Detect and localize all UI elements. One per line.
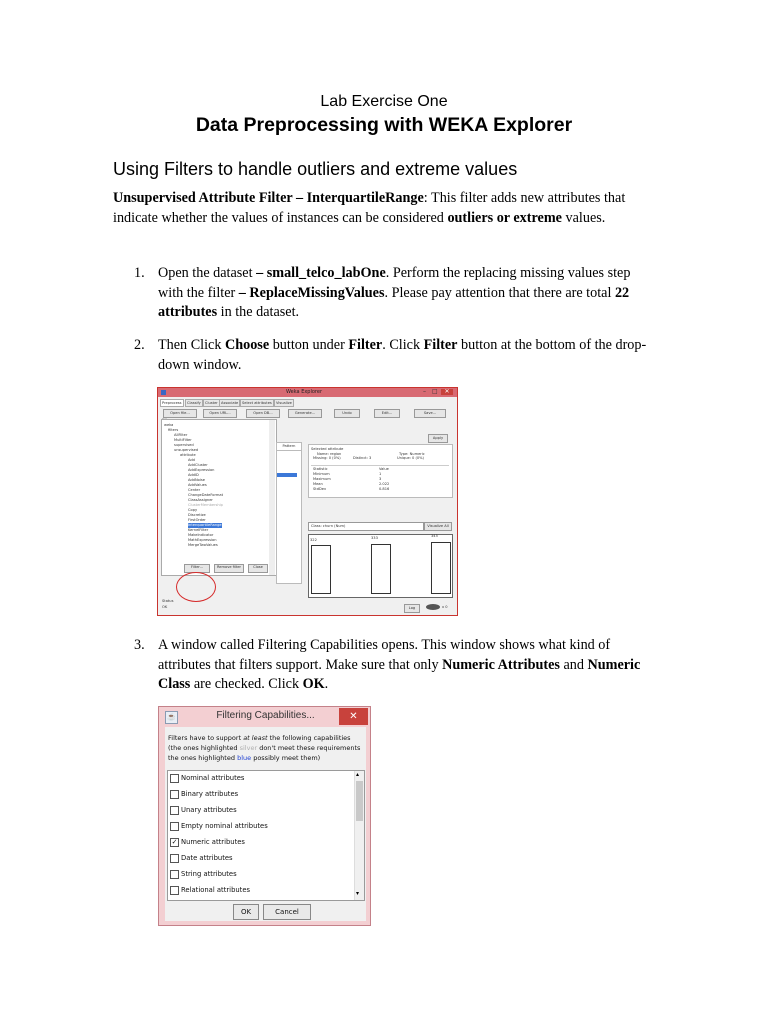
tree-node-multifilter[interactable]: MultiFilter [174, 438, 192, 442]
remove-filter-button[interactable]: Remove filter [214, 564, 244, 573]
weka-bird-icon [426, 604, 440, 610]
java-app-icon: ☕ [165, 711, 178, 724]
tree-leaf[interactable]: AddNoise [188, 478, 205, 482]
tree-leaf[interactable]: AddExpression [188, 468, 215, 472]
checkbox[interactable] [170, 886, 179, 895]
tree-leaf[interactable]: AddValues [188, 483, 207, 487]
list-scrollbar[interactable] [354, 771, 364, 900]
tree-leaf[interactable]: Center [188, 488, 201, 492]
close-button[interactable]: Close [248, 564, 268, 573]
visualize-all-button[interactable]: Visualize All [424, 522, 452, 531]
hist-label: 322 [310, 538, 317, 542]
stat-value: 3 [379, 477, 382, 481]
tree-scrollbar[interactable] [269, 420, 275, 575]
lab-subtitle: Lab Exercise One [320, 93, 448, 110]
tree-leaf[interactable]: ClassAssigner [188, 498, 213, 502]
scroll-up-icon[interactable]: ▴ [356, 772, 360, 778]
tab-cluster[interactable]: Cluster [205, 401, 218, 405]
tab-select-attributes[interactable]: Select attributes [242, 401, 272, 405]
task-count: x 0 [442, 605, 448, 609]
attr-unique: Unique: 0 (0%) [397, 456, 424, 460]
page-title: Data Preprocessing with WEKA Explorer [195, 114, 573, 136]
stats-table [311, 465, 449, 491]
stat-name: Maximum [313, 477, 331, 481]
checkbox[interactable] [170, 822, 179, 831]
tree-leaf[interactable]: MergeTwoValues [188, 543, 218, 547]
tree-leaf[interactable]: MakeIndicator [188, 533, 214, 537]
stat-value: 2.022 [379, 482, 390, 486]
undo-button[interactable]: Undo [334, 409, 360, 418]
stat-name: StdDev [313, 487, 327, 491]
tab-classify[interactable]: Classify [187, 401, 201, 405]
ok-button[interactable]: OK [233, 904, 259, 920]
tree-leaf[interactable]: FirstOrder [188, 518, 206, 522]
weka-window-title: Weka Explorer [286, 389, 323, 395]
tree-node-weka[interactable]: weka [164, 423, 174, 427]
checkbox[interactable] [170, 806, 179, 815]
tree-leaf-selected[interactable]: InterquartileRange [188, 523, 222, 527]
tree-node-filters[interactable]: filters [168, 428, 179, 432]
dialog-body [165, 727, 366, 921]
maximize-icon[interactable]: □ [432, 388, 438, 395]
attr-missing: Missing: 0 (0%) [313, 456, 341, 460]
selected-attribute-heading: Selected attribute [311, 447, 344, 451]
hist-label: 333 [371, 536, 378, 540]
attr-distinct: Distinct: 3 [353, 456, 372, 460]
open-url-button[interactable]: Open URL... [203, 409, 237, 418]
scroll-down-icon[interactable]: ▾ [356, 891, 360, 897]
checkbox[interactable] [170, 854, 179, 863]
tab-associate[interactable]: Associate [221, 401, 239, 405]
histogram-bar [431, 542, 451, 594]
stat-value: 1 [379, 472, 382, 476]
tree-node-allfilter[interactable]: AllFilter [174, 433, 188, 437]
step-3-text: A window called Filtering Capabilities opens. This window shows what kind of attributes that filters support. Make sure that only Numeric Attributes and Numeric Class are checked. Click OK. [158, 637, 641, 692]
step-3-number: 3. [134, 637, 145, 653]
step-2-number: 2. [134, 337, 145, 353]
open-file-button[interactable]: Open file... [163, 409, 197, 418]
attr-type: Type: Numeric [399, 452, 425, 456]
attributes-list[interactable] [276, 442, 302, 584]
tree-node-supervised[interactable]: supervised [174, 443, 194, 447]
save-button[interactable]: Save... [414, 409, 446, 418]
tree-node-attribute[interactable]: attribute [180, 453, 196, 457]
tree-node-unsupervised[interactable]: unsupervised [174, 448, 199, 452]
histogram-bar [371, 544, 391, 594]
dialog-description: Filters have to support at least the following capabilities (the ones highlighted silver don't meet these requirements the ones highlighted blue possibly meet them) [168, 734, 361, 762]
intro-filter-name: Unsupervised Attribute Filter – InterquartileRange [113, 190, 424, 206]
stat-value: 0.816 [379, 487, 390, 491]
edit-button[interactable]: Edit... [374, 409, 400, 418]
tree-leaf[interactable]: AddID [188, 473, 199, 477]
stats-head-value: Value [379, 467, 389, 471]
histogram-bar [311, 545, 331, 594]
filtering-capabilities-dialog [158, 706, 371, 926]
tree-leaf[interactable]: KernelFilter [188, 528, 209, 532]
tree-leaf[interactable]: AddCluster [188, 463, 208, 467]
step-2-text: Then Click Choose button under Filter. Click Filter button at the bottom of the drop-down window. [158, 337, 647, 373]
generate-button[interactable]: Generate... [288, 409, 322, 418]
filter-dots-button[interactable]: Filter... [184, 564, 210, 573]
section-title: Using Filters to handle outliers and extreme values [113, 159, 518, 179]
tree-leaf[interactable]: ChangeDateFormat [188, 493, 224, 497]
log-button[interactable]: Log [404, 604, 420, 613]
close-icon[interactable]: ✕ [441, 389, 453, 395]
step-1-text: Open the dataset – small_telco_labOne. Perform the replacing missing values step with the filter – ReplaceMissingValues. Please pay attention that there are total 22 attributes in the dataset. [158, 265, 631, 320]
tree-leaf[interactable]: MathExpression [188, 538, 217, 542]
status-text: OK [162, 605, 168, 609]
checkbox[interactable] [170, 774, 179, 783]
step-1-number: 1. [134, 265, 145, 281]
weka-app-icon [161, 390, 166, 395]
intro-paragraph: Unsupervised Attribute Filter – InterquartileRange: This filter adds new attributes that indicate whether the values of instances can be considered outliers or extreme values. [113, 190, 626, 226]
tree-leaf[interactable]: Add [188, 458, 195, 462]
minimize-icon[interactable]: – [423, 388, 426, 395]
cancel-button[interactable]: Cancel [263, 904, 311, 920]
class-select[interactable]: Class: churn (Num) [308, 522, 424, 531]
capabilities-list: Nominal attributes Binary attributes Unary attributes Empty nominal attributes ✓ Numeric attributes Date attributes String attributes Relational attributes ▴ ▾ [167, 770, 365, 901]
open-db-button[interactable]: Open DB... [246, 409, 280, 418]
stats-head-statistic: Statistic [313, 467, 328, 471]
close-icon[interactable]: ✕ [339, 708, 368, 725]
tab-visualize[interactable]: Visualize [276, 401, 292, 405]
tab-preprocess[interactable]: Preprocess [162, 401, 182, 405]
attr-name: Name: region [317, 452, 342, 456]
filter-tree-dropdown[interactable] [161, 419, 277, 576]
selected-attribute-panel [308, 444, 453, 498]
histogram [308, 534, 453, 598]
selected-attribute-row[interactable] [277, 473, 297, 477]
tree-leaf[interactable]: Discretize [188, 513, 206, 517]
stat-name: Mean [313, 482, 323, 486]
stat-name: Minimum [313, 472, 330, 476]
highlight-circle [176, 572, 216, 602]
apply-button[interactable]: Apply [428, 434, 448, 443]
tree-leaf[interactable]: Copy [188, 508, 198, 512]
tree-leaf[interactable]: ClusterMembership [188, 503, 223, 507]
dialog-title: Filtering Capabilities... [216, 710, 315, 721]
scrollbar-thumb[interactable] [356, 781, 363, 821]
checkbox[interactable] [170, 870, 179, 879]
pattern-button[interactable]: Pattern [277, 443, 301, 451]
checkbox[interactable]: ✓ [171, 838, 178, 846]
checkbox[interactable] [170, 790, 179, 799]
hist-label: 345 [431, 534, 438, 538]
status-label: Status [162, 599, 174, 603]
